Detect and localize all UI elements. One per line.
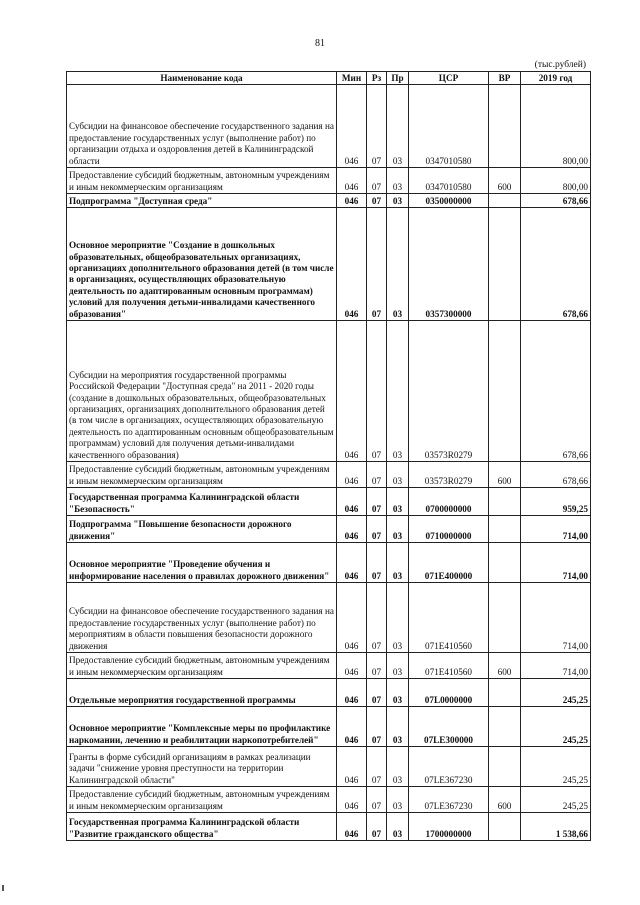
cell-amount: 678,66 [521,321,591,462]
cell-name: Предоставление субсидий бюджетным, автономным учреждениям и иным некоммерческим организациям [67,653,337,679]
cell-min: 046 [337,707,367,747]
cell-vr: 600 [489,653,521,679]
table-row [67,787,591,813]
table-row [67,462,591,488]
cell-pr: 03 [387,543,409,583]
cell-name: Подпрограмма "Повышение безопасности дорожного движения" [67,516,337,543]
cell-min: 046 [337,462,367,488]
cell-vr [489,321,521,462]
cell-rz: 07 [367,208,387,321]
cell-rz: 07 [367,488,387,516]
cell-rz: 07 [367,516,387,543]
table-row [67,85,591,168]
cell-csr: 0347010580 [409,85,489,168]
header-year: 2019 год [521,72,591,85]
cell-vr: 600 [489,787,521,813]
cell-amount: 959,25 [521,488,591,516]
cell-vr [489,488,521,516]
cell-amount: 678,66 [521,462,591,488]
cell-name: Предоставление субсидий бюджетным, автономным учреждениям и иным некоммерческим организациям [67,462,337,488]
cell-csr: 0357300000 [409,208,489,321]
table-row [67,516,591,543]
cell-csr: 0710000000 [409,516,489,543]
header-min: Мин [337,72,367,85]
cell-pr: 03 [387,787,409,813]
cell-min: 046 [337,516,367,543]
cell-pr: 03 [387,85,409,168]
cell-rz: 07 [367,168,387,194]
cell-rz: 07 [367,543,387,583]
table-row [67,813,591,841]
cell-vr [489,583,521,653]
cell-amount: 714,00 [521,543,591,583]
cell-vr: 600 [489,462,521,488]
cell-amount: 714,00 [521,583,591,653]
cell-name: Основное мероприятие "Создание в дошкольных образовательных, общеобразовательных организациях, организациях дополнительного образования детей (в том числе в организациях, осуществляющих образовательную деятельность по адаптированным основным программам) условий для получения детьми-инвалидами качественного образования" [67,208,337,321]
cell-rz: 07 [367,747,387,787]
table-row [67,653,591,679]
page-number: 81 [315,38,325,49]
cell-pr: 03 [387,747,409,787]
cell-min: 046 [337,194,367,208]
table-row [67,208,591,321]
cell-vr [489,194,521,208]
cell-csr: 0347010580 [409,168,489,194]
cell-rz: 07 [367,321,387,462]
cell-name: Предоставление субсидий бюджетным, автономным учреждениям и иным некоммерческим организациям [67,787,337,813]
cell-min: 046 [337,653,367,679]
cell-vr [489,516,521,543]
cell-amount: 714,00 [521,653,591,679]
cell-csr: 07LE367230 [409,747,489,787]
cell-amount: 245,25 [521,747,591,787]
cell-amount: 245,25 [521,679,591,707]
cell-csr: 1700000000 [409,813,489,841]
cell-name: Отдельные мероприятия государственной программы [67,679,337,707]
cell-rz: 07 [367,707,387,747]
cell-amount: 800,00 [521,85,591,168]
cell-pr: 03 [387,321,409,462]
cell-csr: 0700000000 [409,488,489,516]
cell-name: Государственная программа Калининградской области "Развитие гражданского общества" [67,813,337,841]
table-row [67,747,591,787]
cell-name: Основное мероприятие "Проведение обучения и информирование населения о правилах дорожного движения" [67,543,337,583]
header-pr: Пр [387,72,409,85]
table-row [67,707,591,747]
cell-min: 046 [337,168,367,194]
cell-min: 046 [337,813,367,841]
cell-pr: 03 [387,462,409,488]
cell-vr [489,747,521,787]
cell-pr: 03 [387,516,409,543]
cell-vr [489,208,521,321]
cell-csr: 07L0000000 [409,679,489,707]
cell-name: Государственная программа Калининградской области "Безопасность" [67,488,337,516]
cell-csr: 07LE367230 [409,787,489,813]
table-header-row [67,72,591,85]
table-row [67,168,591,194]
units-label: (тыс.рублей) [534,60,586,70]
cell-name: Основное мероприятие "Комплексные меры по профилактике наркомании, лечению и реабилитации наркопотребителей" [67,707,337,747]
header-rz: Рз [367,72,387,85]
cell-vr [489,543,521,583]
cell-rz: 07 [367,583,387,653]
cell-name: Субсидии на финансовое обеспечение государственного задания на предоставление государственных услуг (выполнение работ) по организации отдыха и оздоровления детей в Калининградской области [67,85,337,168]
header-csr: ЦСР [409,72,489,85]
cell-csr: 071E410560 [409,653,489,679]
cell-min: 046 [337,321,367,462]
cell-pr: 03 [387,488,409,516]
cell-min: 046 [337,488,367,516]
cell-name: Предоставление субсидий бюджетным, автономным учреждениям и иным некоммерческим организациям [67,168,337,194]
cell-rz: 07 [367,813,387,841]
cell-amount: 800,00 [521,168,591,194]
cell-pr: 03 [387,679,409,707]
cell-pr: 03 [387,208,409,321]
table-row [67,488,591,516]
cell-vr [489,813,521,841]
budget-table [66,71,591,841]
cell-vr [489,707,521,747]
cell-rz: 07 [367,462,387,488]
cell-amount: 245,25 [521,707,591,747]
cell-amount: 678,66 [521,208,591,321]
cell-amount: 245,25 [521,787,591,813]
table-row [67,194,591,208]
cell-min: 046 [337,787,367,813]
cell-name: Субсидии на мероприятия государственной программы Российской Федерации "Доступная среда" на 2011 - 2020 годы (создание в дошкольных образовательных, общеобразовательных организациях, организациях дополнительного образования детей (в том числе в организациях, осуществляющих образовательную деятельность по адаптированным основным общеобразовательным программам) условий для получения детьми-инвалидами качественного образования) [67,321,337,462]
cell-min: 046 [337,583,367,653]
cell-pr: 03 [387,194,409,208]
cell-min: 046 [337,85,367,168]
cell-pr: 03 [387,168,409,194]
header-vr: ВР [489,72,521,85]
cell-csr: 071E400000 [409,543,489,583]
table-row [67,679,591,707]
table-row [67,583,591,653]
cell-pr: 03 [387,707,409,747]
cell-name: Гранты в форме субсидий организациям в рамках реализации задачи "снижение уровня преступности на территории Калининградской области" [67,747,337,787]
cell-pr: 03 [387,653,409,679]
cell-pr: 03 [387,813,409,841]
cell-amount: 678,66 [521,194,591,208]
cell-rz: 07 [367,787,387,813]
cell-csr: 03573R0279 [409,321,489,462]
cell-min: 046 [337,747,367,787]
table-row [67,321,591,462]
cell-csr: 07LE300000 [409,707,489,747]
cell-rz: 07 [367,194,387,208]
table-row [67,543,591,583]
cell-amount: 1 538,66 [521,813,591,841]
cell-vr [489,85,521,168]
cell-rz: 07 [367,653,387,679]
cell-min: 046 [337,679,367,707]
cell-pr: 03 [387,583,409,653]
cell-csr: 071E410560 [409,583,489,653]
margin-mark [2,885,4,891]
cell-name: Субсидии на финансовое обеспечение государственного задания на предоставление государственных услуг (выполнение работ) по мероприятиям в области повышения безопасности дорожного движения [67,583,337,653]
cell-rz: 07 [367,679,387,707]
header-name: Наименование кода [67,72,337,85]
cell-min: 046 [337,543,367,583]
cell-min: 046 [337,208,367,321]
cell-amount: 714,00 [521,516,591,543]
cell-rz: 07 [367,85,387,168]
cell-name: Подпрограмма "Доступная среда" [67,194,337,208]
cell-vr [489,679,521,707]
cell-csr: 0350000000 [409,194,489,208]
cell-csr: 03573R0279 [409,462,489,488]
cell-vr: 600 [489,168,521,194]
